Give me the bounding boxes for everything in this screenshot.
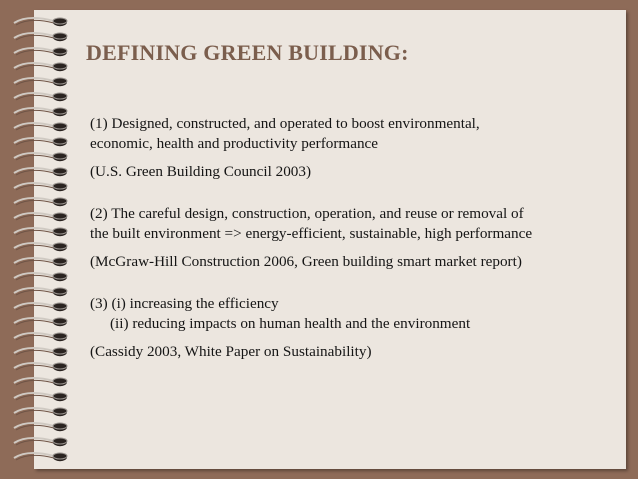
- slide-title: DEFINING GREEN BUILDING:: [86, 40, 409, 65]
- binding-ring: [14, 78, 67, 86]
- binding-ring: [14, 333, 67, 341]
- definition-2-line-1: (2) The careful design, construction, operation, and reuse or removal of: [90, 205, 524, 222]
- binding-ring: [14, 348, 67, 356]
- binding-ring: [14, 408, 67, 416]
- binding-ring: [14, 273, 67, 281]
- binding-ring: [14, 153, 67, 161]
- binding-ring: [14, 93, 67, 101]
- definition-2-line-2: the built environment => energy-efficient, sustainable, high performance: [90, 225, 533, 242]
- binding-ring: [14, 123, 67, 131]
- binding-ring: [14, 303, 67, 311]
- binding-ring: [14, 108, 67, 116]
- binding-ring: [14, 318, 67, 326]
- definition-2: [90, 204, 610, 272]
- binding-ring: [14, 423, 67, 431]
- binding-ring: [14, 138, 67, 146]
- spiral-binding: [10, 12, 72, 467]
- binding-ring: [14, 183, 67, 191]
- definition-3-line-1: (3) (i) increasing the efficiency: [90, 295, 279, 312]
- binding-ring: [14, 228, 67, 236]
- definition-1-line-1: (1) Designed, constructed, and operated to boost environmental,: [90, 115, 480, 132]
- binding-ring: [14, 288, 67, 296]
- definition-1: [90, 114, 610, 182]
- binding-ring: [14, 198, 67, 206]
- definition-3: [90, 294, 610, 362]
- binding-ring: [14, 438, 67, 446]
- binding-ring: [14, 453, 67, 461]
- binding-ring: [14, 213, 67, 221]
- binding-ring: [14, 168, 67, 176]
- binding-ring: [14, 378, 67, 386]
- definition-1-citation: (U.S. Green Building Council 2003): [90, 163, 312, 180]
- binding-ring: [14, 48, 67, 56]
- definition-1-line-2: economic, health and productivity performance: [90, 135, 379, 152]
- binding-ring: [14, 63, 67, 71]
- binding-ring: [14, 18, 67, 26]
- binding-ring: [14, 243, 67, 251]
- binding-ring: [14, 33, 67, 41]
- binding-ring: [14, 393, 67, 401]
- definition-3-line-2: (ii) reducing impacts on human health and the environment: [110, 315, 471, 332]
- definition-3-citation: (Cassidy 2003, White Paper on Sustainability): [90, 343, 372, 360]
- binding-ring: [14, 258, 67, 266]
- definition-2-citation: (McGraw-Hill Construction 2006, Green building smart market report): [90, 253, 522, 270]
- binding-ring: [14, 363, 67, 371]
- slide-body: [90, 114, 610, 362]
